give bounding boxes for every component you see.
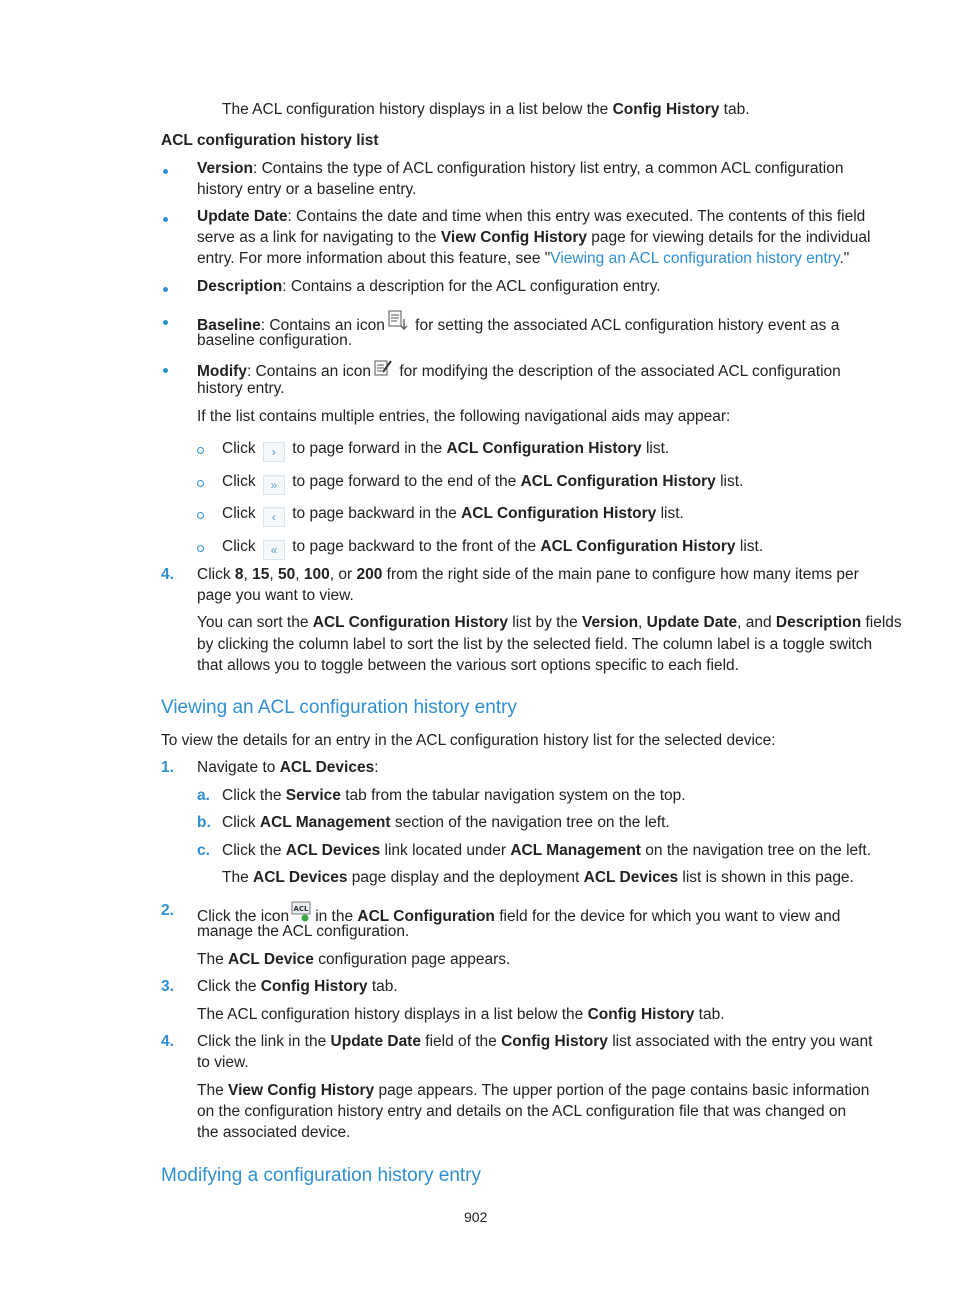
intro-text bbox=[222, 100, 750, 120]
txt-bold: ACL Devices bbox=[583, 869, 679, 886]
substep-letter: b. bbox=[197, 814, 211, 831]
section-heading: Viewing an ACL configuration history entry bbox=[161, 697, 517, 718]
nav-bold: ACL Configuration History bbox=[461, 505, 657, 522]
bullet-icon bbox=[163, 169, 168, 174]
txt: The bbox=[222, 869, 254, 886]
txt: Click the icon bbox=[197, 908, 290, 925]
txt-bold: ACL Configuration bbox=[357, 908, 495, 925]
txt: Click bbox=[197, 566, 235, 583]
txt: field of the bbox=[420, 1033, 502, 1050]
txt: tab from the tabular navigation system on the top. bbox=[340, 787, 686, 804]
nav-post: list. bbox=[641, 440, 670, 457]
modify-line1 bbox=[197, 358, 841, 382]
txt-bold: ACL Devices bbox=[285, 842, 381, 859]
nav-click-label: Click bbox=[222, 440, 256, 457]
last-page-button[interactable]: » bbox=[263, 475, 285, 495]
nav-post: list. bbox=[656, 505, 684, 522]
txt-bold: Config History bbox=[587, 1006, 695, 1023]
acl-icon[interactable] bbox=[291, 901, 313, 923]
step-number: 4. bbox=[161, 566, 174, 583]
step3-text bbox=[197, 977, 398, 997]
nav-click-label: Click bbox=[222, 538, 256, 555]
nav-bold: ACL Configuration History bbox=[520, 473, 716, 490]
baseline-pre: : Contains an icon bbox=[260, 317, 385, 334]
baseline-term: Baseline bbox=[197, 317, 261, 334]
version-text: : Contains the type of ACL configuration history list entry, a common ACL configuration bbox=[253, 160, 844, 177]
nav-bold: ACL Configuration History bbox=[446, 440, 642, 457]
txt: configuration page appears. bbox=[313, 951, 511, 968]
description-term: Description bbox=[197, 278, 283, 295]
page-number: 902 bbox=[464, 1209, 488, 1225]
step4-line1 bbox=[197, 1032, 872, 1052]
substep-b-text bbox=[222, 813, 670, 833]
update-date-line2 bbox=[197, 228, 870, 248]
txt: The ACL configuration history displays in a list below the bbox=[197, 1006, 588, 1023]
txt: Click the bbox=[197, 978, 261, 995]
nav-item bbox=[222, 537, 763, 560]
page-size-100: 100 bbox=[303, 566, 330, 583]
txt: Click the bbox=[222, 787, 286, 804]
intro-pre: The ACL configuration history displays in a list below the bbox=[222, 101, 613, 118]
intro-bold: Config History bbox=[612, 101, 720, 118]
page-size-8: 8 bbox=[234, 566, 244, 583]
nav-post: list. bbox=[715, 473, 744, 490]
txt: link located under bbox=[380, 842, 511, 859]
description-line1 bbox=[197, 277, 661, 297]
step4a-line2: page you want to view. bbox=[197, 587, 354, 604]
txt: : bbox=[374, 759, 379, 776]
prev-page-button[interactable]: ‹ bbox=[263, 507, 285, 527]
substep-letter: c. bbox=[197, 842, 210, 859]
first-page-button[interactable]: « bbox=[263, 540, 285, 560]
step1-text bbox=[197, 758, 379, 778]
update-date-line3-post: ." bbox=[839, 250, 850, 267]
baseline-line2: baseline configuration. bbox=[197, 332, 353, 349]
update-date-line2-pre: serve as a link for navigating to the bbox=[197, 229, 441, 246]
sort-para-line3: that allows you to toggle between the various sort options specific to each field. bbox=[197, 657, 739, 674]
nav-pre: to page backward to the front of the bbox=[287, 538, 541, 555]
step4-note-line2: on the configuration history entry and details on the ACL configuration file that was changed on bbox=[197, 1103, 847, 1120]
bullet-icon bbox=[163, 287, 168, 292]
txt: The bbox=[197, 1082, 229, 1099]
modify-term: Modify bbox=[197, 363, 247, 380]
txt: list by the bbox=[507, 614, 583, 631]
update-date-text: : Contains the date and time when this entry was executed. The contents of this field bbox=[287, 208, 866, 225]
txt-bold: Config History bbox=[501, 1033, 608, 1050]
txt-bold: Version bbox=[582, 614, 639, 631]
txt: on the navigation tree on the left. bbox=[640, 842, 872, 859]
txt-bold: ACL Devices bbox=[253, 869, 348, 886]
nav-pre: to page backward in the bbox=[287, 505, 462, 522]
nav-intro: If the list contains multiple entries, the following navigational aids may appear: bbox=[197, 408, 731, 425]
txt-bold: Config History bbox=[260, 978, 368, 995]
modify-line2: history entry. bbox=[197, 380, 285, 397]
step3-note bbox=[197, 1005, 725, 1025]
sub-bullet-icon bbox=[197, 447, 204, 454]
nav-item bbox=[222, 439, 669, 462]
view-intro: To view the details for an entry in the ACL configuration history list for the selected device: bbox=[161, 732, 776, 749]
txt: tab. bbox=[694, 1006, 725, 1023]
txt: from the right side of the main pane to configure how many items per bbox=[382, 566, 859, 583]
txt-bold: Update Date bbox=[330, 1033, 421, 1050]
page-size-15: 15 bbox=[252, 566, 270, 583]
step4-note-line1 bbox=[197, 1081, 869, 1101]
step4a-line1 bbox=[197, 565, 859, 585]
txt: Click bbox=[222, 814, 260, 831]
modify-pre: : Contains an icon bbox=[246, 363, 372, 380]
sort-para-line1 bbox=[197, 613, 902, 633]
viewing-entry-link[interactable]: Viewing an ACL configuration history entry bbox=[550, 250, 840, 267]
version-line2: history entry or a baseline entry. bbox=[197, 181, 417, 198]
sub-bullet-icon bbox=[197, 512, 204, 519]
nav-pre: to page forward to the end of the bbox=[287, 473, 521, 490]
section-label: ACL configuration history list bbox=[161, 132, 379, 149]
txt-bold: ACL Devices bbox=[279, 759, 375, 776]
step-number: 1. bbox=[161, 759, 174, 776]
modify-icon[interactable] bbox=[373, 358, 393, 378]
sub-bullet-icon bbox=[197, 545, 204, 552]
txt: , or bbox=[329, 566, 357, 583]
step4-line2: to view. bbox=[197, 1054, 249, 1071]
substep-c-note bbox=[222, 868, 854, 888]
txt-bold: ACL Configuration History bbox=[312, 614, 508, 631]
update-date-line3-pre: entry. For more information about this feature, see " bbox=[197, 250, 551, 267]
txt: fields bbox=[861, 614, 902, 631]
baseline-post: for setting the associated ACL configuration history event as a bbox=[410, 317, 840, 334]
update-date-line2-post: page for viewing details for the individual bbox=[586, 229, 871, 246]
page-size-50: 50 bbox=[278, 566, 296, 583]
nav-click-label: Click bbox=[222, 505, 256, 522]
step4-note-line3: the associated device. bbox=[197, 1124, 351, 1141]
txt-bold: Update Date bbox=[646, 614, 738, 631]
txt-bold: ACL Device bbox=[228, 951, 314, 968]
nav-item bbox=[222, 472, 743, 495]
txt-bold: ACL Management bbox=[510, 842, 641, 859]
step2-line2: manage the ACL configuration. bbox=[197, 923, 410, 940]
txt: , bbox=[269, 566, 279, 583]
txt: , bbox=[243, 566, 253, 583]
bullet-icon bbox=[163, 217, 168, 222]
txt: tab. bbox=[367, 978, 398, 995]
substep-c-text bbox=[222, 841, 871, 861]
update-date-line2-bold: View Config History bbox=[440, 229, 587, 246]
baseline-icon[interactable] bbox=[387, 310, 409, 332]
txt: , and bbox=[737, 614, 776, 631]
txt: You can sort the bbox=[197, 614, 313, 631]
substep-a-text bbox=[222, 786, 686, 806]
step-number: 3. bbox=[161, 978, 174, 995]
nav-item bbox=[222, 504, 684, 527]
txt: list is shown in this page. bbox=[678, 869, 854, 886]
nav-post: list. bbox=[735, 538, 764, 555]
txt: Navigate to bbox=[197, 759, 280, 776]
step-number: 2. bbox=[161, 902, 174, 919]
page-size-200: 200 bbox=[356, 566, 383, 583]
txt-bold: Description bbox=[775, 614, 862, 631]
step-number: 4. bbox=[161, 1033, 174, 1050]
update-date-line3 bbox=[197, 249, 849, 269]
txt: Click the link in the bbox=[197, 1033, 331, 1050]
txt: in the bbox=[315, 908, 358, 925]
sort-para-line2: by clicking the column label to sort the list by the selected field. The column label is a toggle switch bbox=[197, 636, 873, 653]
txt-bold: View Config History bbox=[228, 1082, 375, 1099]
txt: The bbox=[197, 951, 229, 968]
txt: , bbox=[295, 566, 304, 583]
intro-post: tab. bbox=[719, 101, 750, 118]
version-line1 bbox=[197, 159, 843, 179]
section-heading: Modifying a configuration history entry bbox=[161, 1165, 481, 1186]
bullet-icon bbox=[163, 368, 168, 373]
version-term: Version bbox=[197, 160, 253, 177]
txt: Click the bbox=[222, 842, 286, 859]
description-text: : Contains a description for the ACL configuration entry. bbox=[282, 278, 661, 295]
nav-bold: ACL Configuration History bbox=[540, 538, 736, 555]
nav-pre: to page forward in the bbox=[287, 440, 447, 457]
txt: page appears. The upper portion of the page contains basic information bbox=[374, 1082, 870, 1099]
substep-letter: a. bbox=[197, 787, 210, 804]
txt-bold: Service bbox=[285, 787, 341, 804]
txt: section of the navigation tree on the left. bbox=[390, 814, 670, 831]
txt-bold: ACL Management bbox=[259, 814, 391, 831]
update-date-term: Update Date bbox=[197, 208, 288, 225]
sub-bullet-icon bbox=[197, 480, 204, 487]
next-page-button[interactable]: › bbox=[263, 442, 285, 462]
step2-note bbox=[197, 950, 510, 970]
txt: , bbox=[638, 614, 647, 631]
modify-post: for modifying the description of the associated ACL configuration bbox=[395, 363, 841, 380]
nav-click-label: Click bbox=[222, 473, 256, 490]
bullet-icon bbox=[163, 320, 168, 325]
txt: field for the device for which you want to view and bbox=[494, 908, 841, 925]
txt: list associated with the entry you want bbox=[607, 1033, 873, 1050]
svg-text:ACL: ACL bbox=[293, 905, 309, 913]
update-date-line1 bbox=[197, 207, 865, 227]
txt: page display and the deployment bbox=[347, 869, 584, 886]
